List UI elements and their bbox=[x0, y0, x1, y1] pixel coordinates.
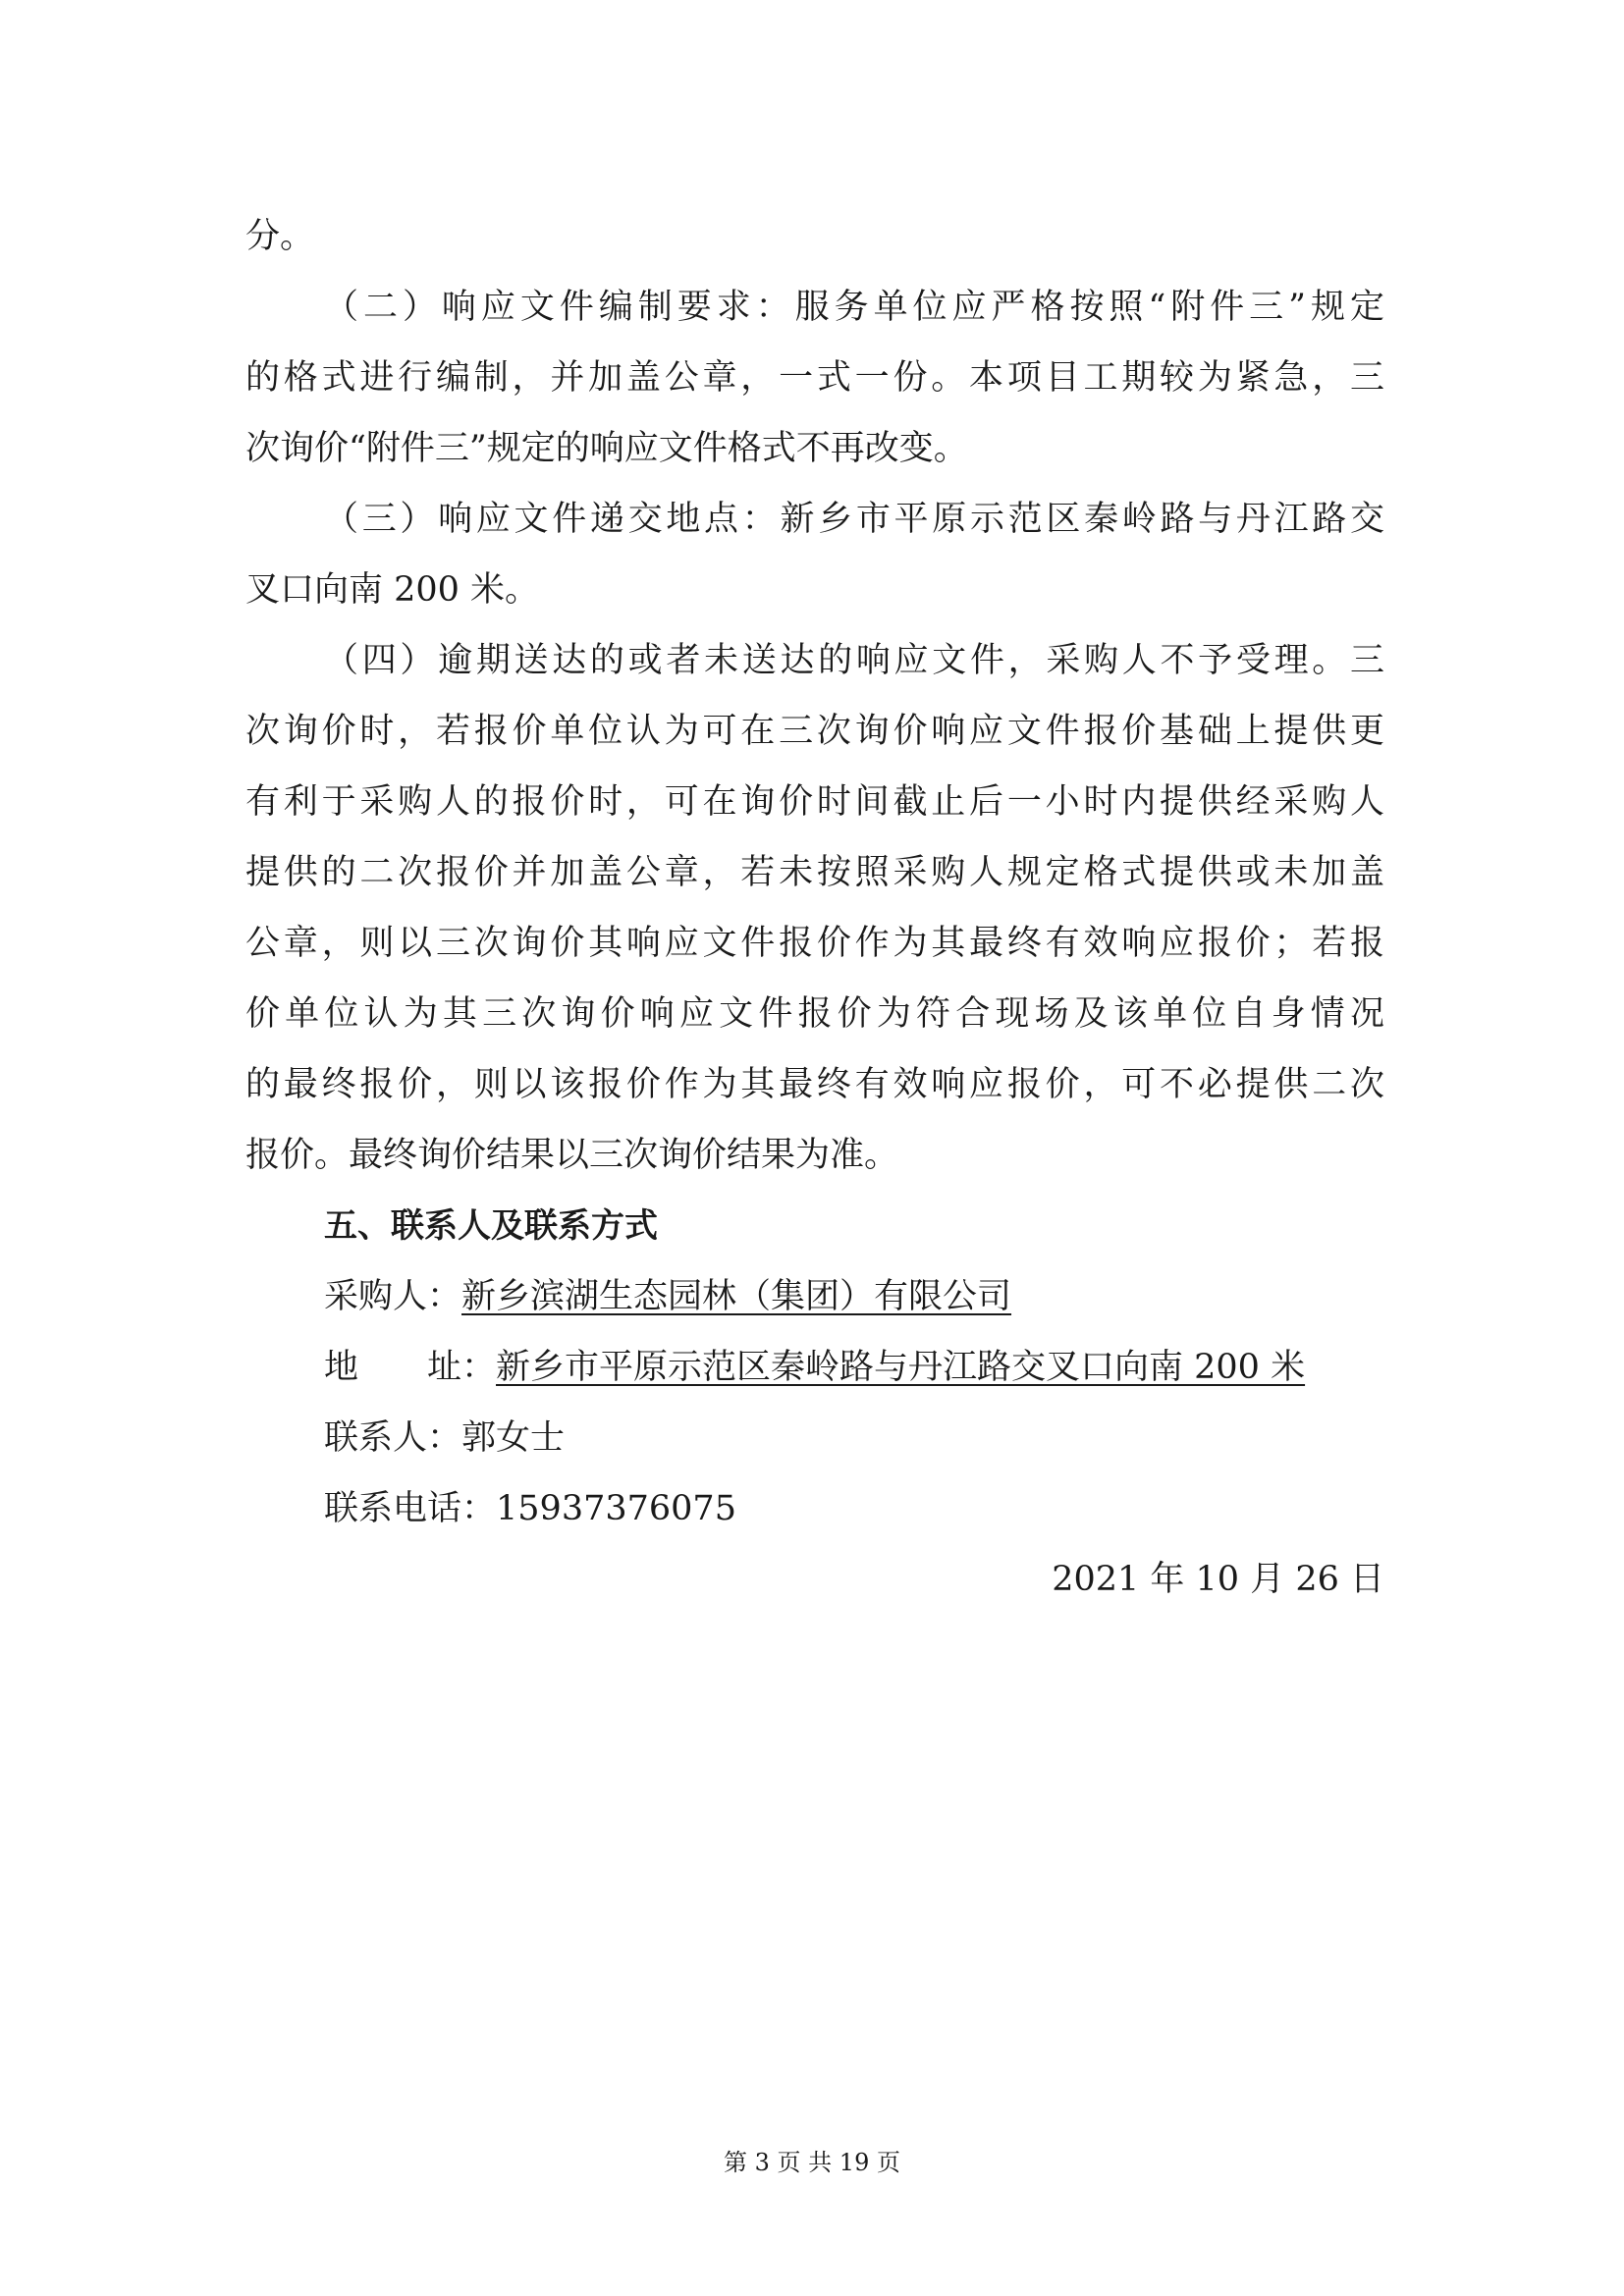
paragraph-line: （四）逾期送达的或者未送达的响应文件，采购人不予受理。三 bbox=[324, 641, 1384, 680]
paragraph-line: 分。 bbox=[245, 217, 315, 256]
address-row bbox=[245, 1332, 1384, 1403]
paragraph-line: 的最终报价，则以该报价作为其最终有效响应报价，可不必提供二次 bbox=[245, 1065, 1384, 1104]
paragraph-line: 价单位认为其三次询价响应文件报价为符合现场及该单位自身情况 bbox=[245, 994, 1384, 1034]
address-value: 新乡市平原示范区秦岭路与丹江路交叉口向南 200 米 bbox=[496, 1348, 1306, 1387]
paragraph-line: 报价。最终询价结果以三次询价结果为准。 bbox=[245, 1136, 899, 1175]
paragraph-line: 次询价“附件三”规定的响应文件格式不再改变。 bbox=[245, 429, 968, 468]
purchaser-label: 采购人： bbox=[324, 1277, 462, 1316]
section-heading: 五、联系人及联系方式 bbox=[324, 1206, 658, 1246]
address-colon: ： bbox=[461, 1348, 497, 1387]
page-number-footer: 第 3 页 共 19 页 bbox=[724, 2149, 900, 2176]
contact-label: 联系人： bbox=[324, 1418, 462, 1458]
contact-row bbox=[245, 1403, 1384, 1473]
paragraph-line: 叉口向南 200 米。 bbox=[245, 570, 540, 610]
paragraph-line: 公章，则以三次询价其响应文件报价作为其最终有效响应报价；若报 bbox=[245, 924, 1384, 963]
paragraph-line: 次询价时，若报价单位认为可在三次询价响应文件报价基础上提供更 bbox=[245, 712, 1384, 751]
paragraph-line: 有利于采购人的报价时，可在询价时间截止后一小时内提供经采购人 bbox=[245, 782, 1384, 822]
phone-value: 15937376075 bbox=[496, 1489, 736, 1528]
paragraph-line: （二）响应文件编制要求：服务单位应严格按照“附件三”规定 bbox=[324, 288, 1384, 327]
address-label: 地 址 bbox=[324, 1348, 461, 1387]
paragraph-line: 的格式进行编制，并加盖公章，一式一份。本项目工期较为紧急，三 bbox=[245, 358, 1384, 398]
purchaser-value: 新乡滨湖生态园林（集团）有限公司 bbox=[461, 1277, 1012, 1316]
contact-value: 郭女士 bbox=[461, 1418, 566, 1458]
phone-row bbox=[245, 1473, 1384, 1544]
paragraph-line: （三）响应文件递交地点：新乡市平原示范区秦岭路与丹江路交 bbox=[324, 500, 1384, 539]
document-body bbox=[245, 201, 1384, 1615]
purchaser-row bbox=[245, 1261, 1384, 1332]
phone-label: 联系电话： bbox=[324, 1489, 497, 1528]
document-date: 2021 年 10 月 26 日 bbox=[1052, 1560, 1384, 1599]
paragraph-line: 提供的二次报价并加盖公章，若未按照采购人规定格式提供或未加盖 bbox=[245, 853, 1384, 892]
